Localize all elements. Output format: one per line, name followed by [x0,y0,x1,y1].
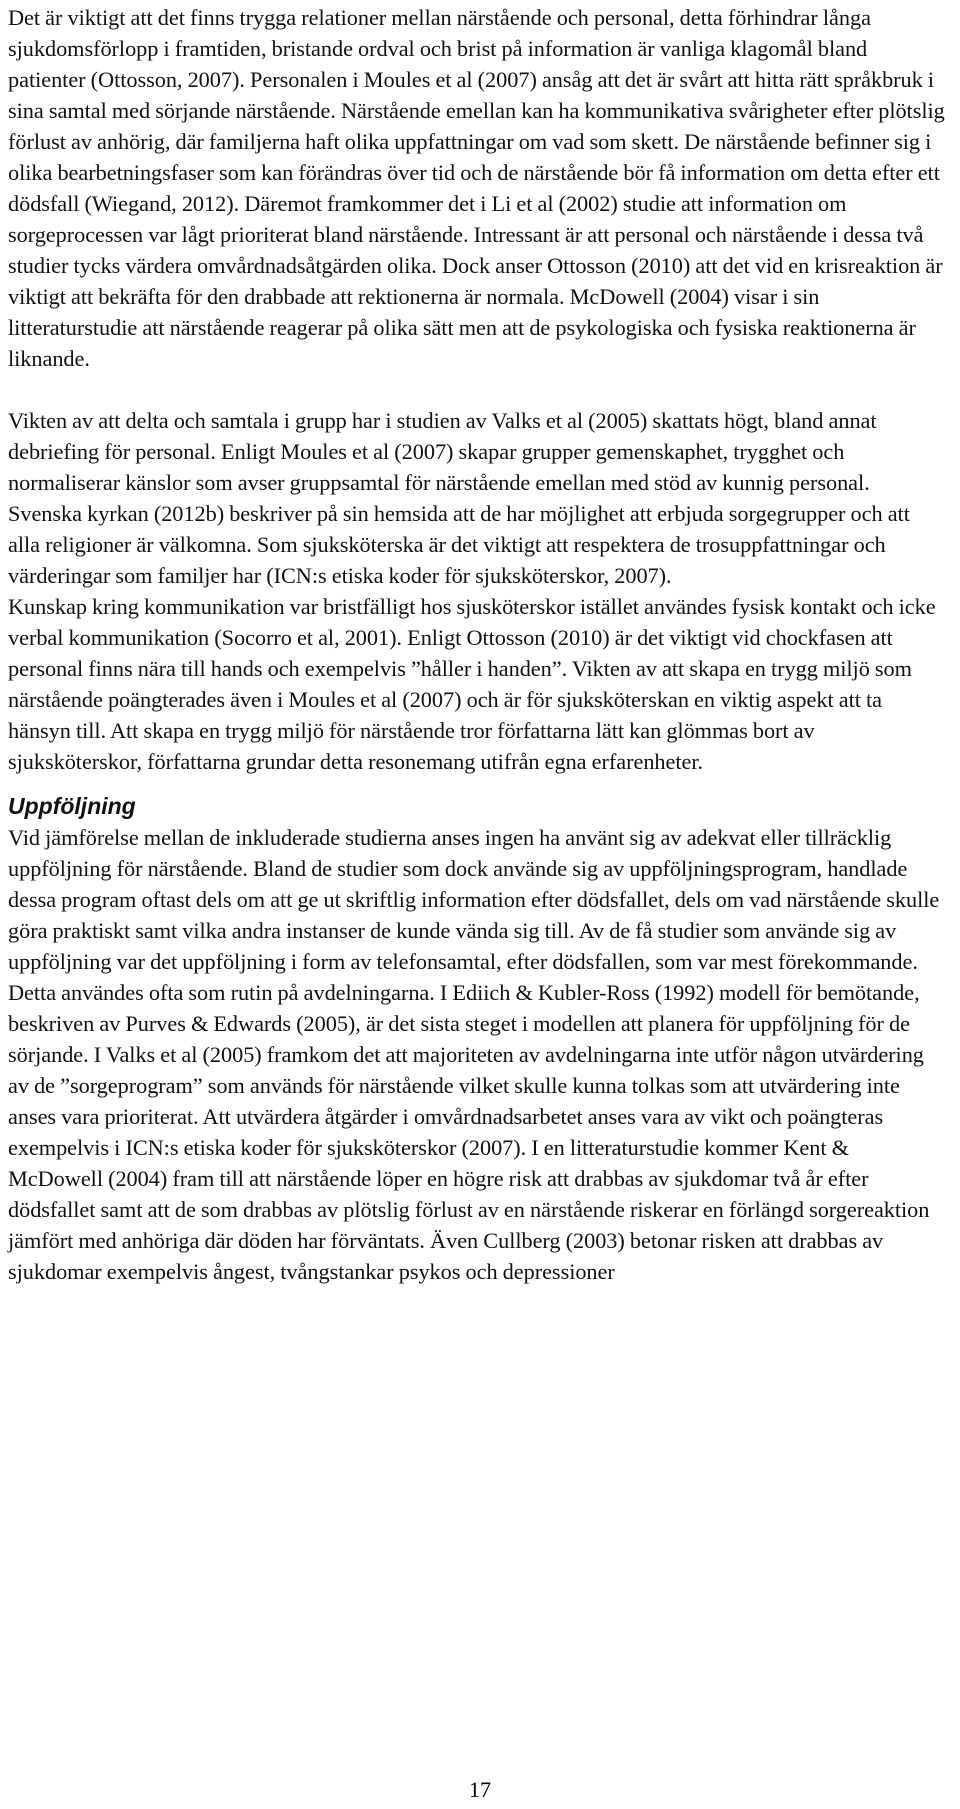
paragraph-communication: Kunskap kring kommunikation var bristfälligt hos sjusköterskor istället användes fysisk kontakt och icke verbal kommunikation (Socorro et al, 2001). Enligt Ottosson (2010) är det viktigt vid chockfasen att personal finns nära till hands och exempelvis ”håller i handen”. Vikten av att skapa en trygg miljö som närstående poängterades även i Moules et al (2007) och är för sjuksköterskan en viktig aspekt att ta hänsyn till. Att skapa en trygg miljö för närstående tror författarna lätt kan glömmas bort av sjuksköterskor, författarna grundar detta resonemang utifrån egna erfarenheter. [8,594,936,774]
page-number: 17 [469,1777,491,1802]
paragraph-relations: Det är viktigt att det finns trygga relationer mellan närstående och personal, detta förhindrar långa sjukdomsförlopp i framtiden, bristande ordval och brist på information är vanliga klagomål bland patienter (Ottosson, 2007). Personalen i Moules et al (2007) ansåg att det är svårt att hitta rätt språkbruk i sina samtal med sörjande närstående. Närstående emellan kan ha kommunikativa svårigheter efter plötslig förlust av anhörig, där familjerna haft olika uppfattningar om vad som skett. De närstående befinner sig i olika bearbetningsfaser som kan förändras över tid och de närstående bör få information om detta efter ett dödsfall (Wiegand, 2012). Däremot framkommer det i Li et al (2002) studie att information om sorgeprocessen var lågt prioriterat bland närstående. Intressant är att personal och närstående i dessa två studier tycks värdera omvårdnadsåtgärden olika. Dock anser Ottosson (2010) att det vid en krisreaktion är viktigt att bekräfta för den drabbade att rektionerna är normala. McDowell (2004) visar i sin litteraturstudie att närstående reagerar på olika sätt men att de psykologiska och fysiska reaktionerna är liknande. [8,5,945,371]
paragraph-gap [8,374,946,405]
section-heading: Uppföljning [8,793,136,819]
section-gap [8,777,946,791]
paragraph-group-talks: Vikten av att delta och samtala i grupp har i studien av Valks et al (2005) skattats högt, bland annat debriefing för personal. Enligt Moules et al (2007) skapar grupper gemenskaphet, trygghet och normaliserar känslor som avser gruppsamtal för närstående emellan med stöd av kunnig personal. Svenska kyrkan (2012b) beskriver på sin hemsida att de har möjlighet att erbjuda sorgegrupper och att alla religioner är välkomna. Som sjuksköterska är det viktigt att respektera de trosuppfattningar och värderingar som familjer har (ICN:s etiska koder för sjuksköterskor, 2007). [8,408,910,588]
paragraph-follow-up: Vid jämförelse mellan de inkluderade studierna anses ingen ha använt sig av adekvat eller tillräcklig uppföljning för närstående. Bland de studier som dock använde sig av uppföljningsprogram, handlade dessa program oftast dels om att ge ut skriftlig information efter dödsfallet, dels om vad närstående skulle göra praktiskt samt vilka andra instanser de kunde vända sig till. Av de få studier som använde sig av uppföljning var det uppföljning i form av telefonsamtal, efter dödsfallen, som var mest förekommande. Detta användes ofta som rutin på avdelningarna. I Ediich & Kubler-Ross (1992) modell för bemötande, beskriven av Purves & Edwards (2005), är det sista steget i modellen att planera för uppföljning för de sörjande. I Valks et al (2005) framkom det att majoriteten av avdelningarna inte utför någon utvärdering av de ”sorgeprogram” som används för närstående vilket skulle kunna tolkas som att utvärdering inte anses vara prioriterat. Att utvärdera åtgärder i omvårdnadsarbetet anses vara av vikt och poängteras exempelvis i ICN:s etiska koder för sjuksköterskor (2007). I en litteraturstudie kommer Kent & McDowell (2004) fram till att närstående löper en högre risk att drabbas av sjukdomar två år efter dödsfallet samt att de som drabbas av plötslig förlust av en närstående riskerar en förlängd sorgereaktion jämfört med anhöriga där döden har förväntats. Även Cullberg (2003) betonar risken att drabbas av sjukdomar exempelvis ångest, tvångstankar psykos och depressioner [8,825,940,1284]
